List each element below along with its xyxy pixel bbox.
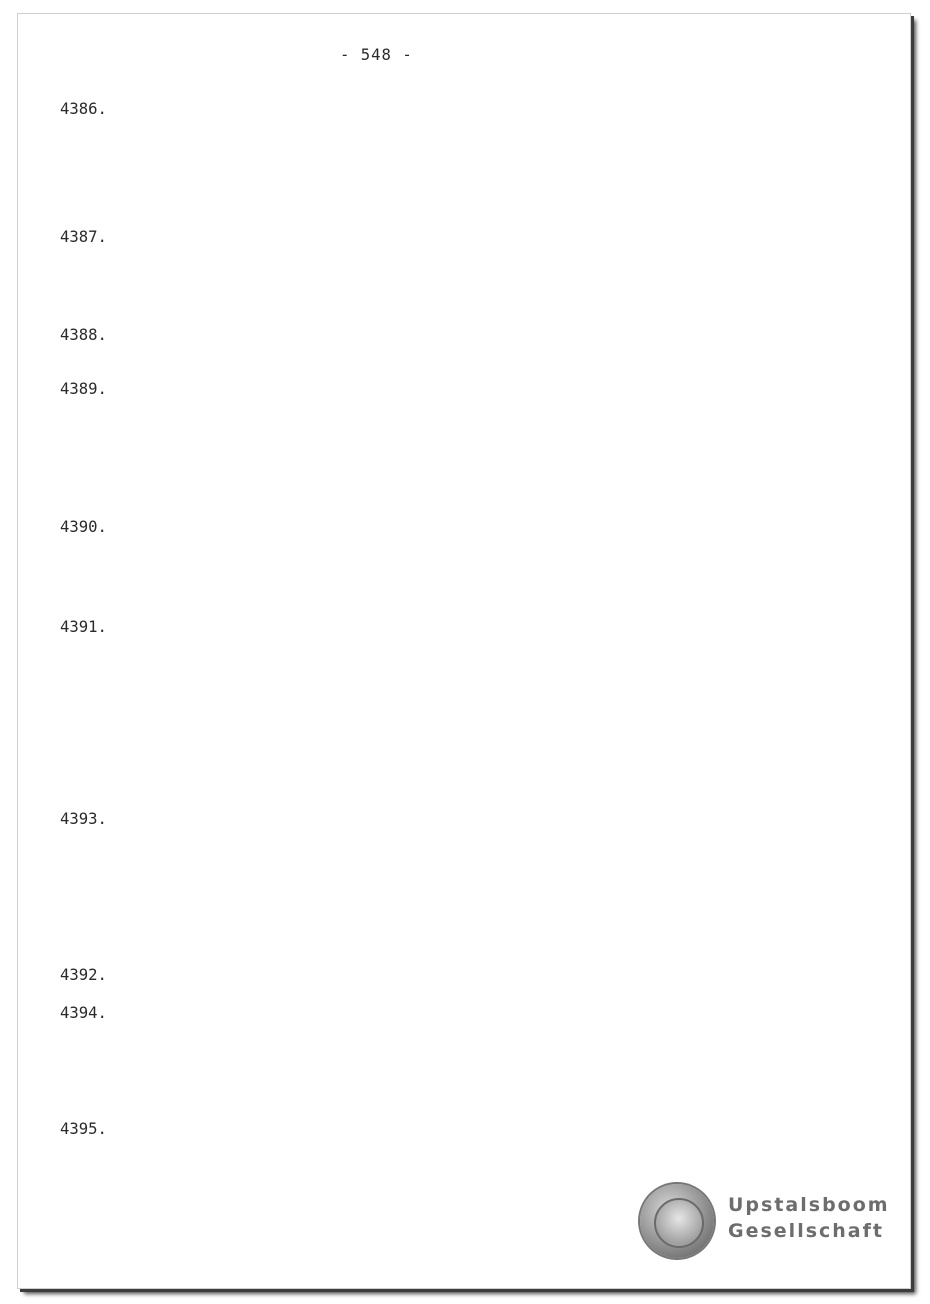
entry-number: 4388. (60, 326, 107, 344)
entry-number: 4392. (60, 966, 107, 984)
seal-icon (640, 1184, 714, 1258)
society-logo (640, 1184, 890, 1262)
entry-number: 4391. (60, 618, 107, 636)
entry-number: 4389. (60, 380, 107, 398)
entry-number: 4386. (60, 100, 107, 118)
entry-number: 4393. (60, 810, 107, 828)
document-body (18, 14, 910, 1288)
entry-number: 4394. (60, 1004, 107, 1022)
logo-line-1: Upstalsboom (728, 1194, 890, 1216)
logo-line-2: Gesellschaft (728, 1220, 884, 1242)
page-number: - 548 - (340, 46, 413, 64)
entry-number: 4390. (60, 518, 107, 536)
entry-number: 4395. (60, 1120, 107, 1138)
entry-number: 4387. (60, 228, 107, 246)
document-page (18, 14, 910, 1288)
